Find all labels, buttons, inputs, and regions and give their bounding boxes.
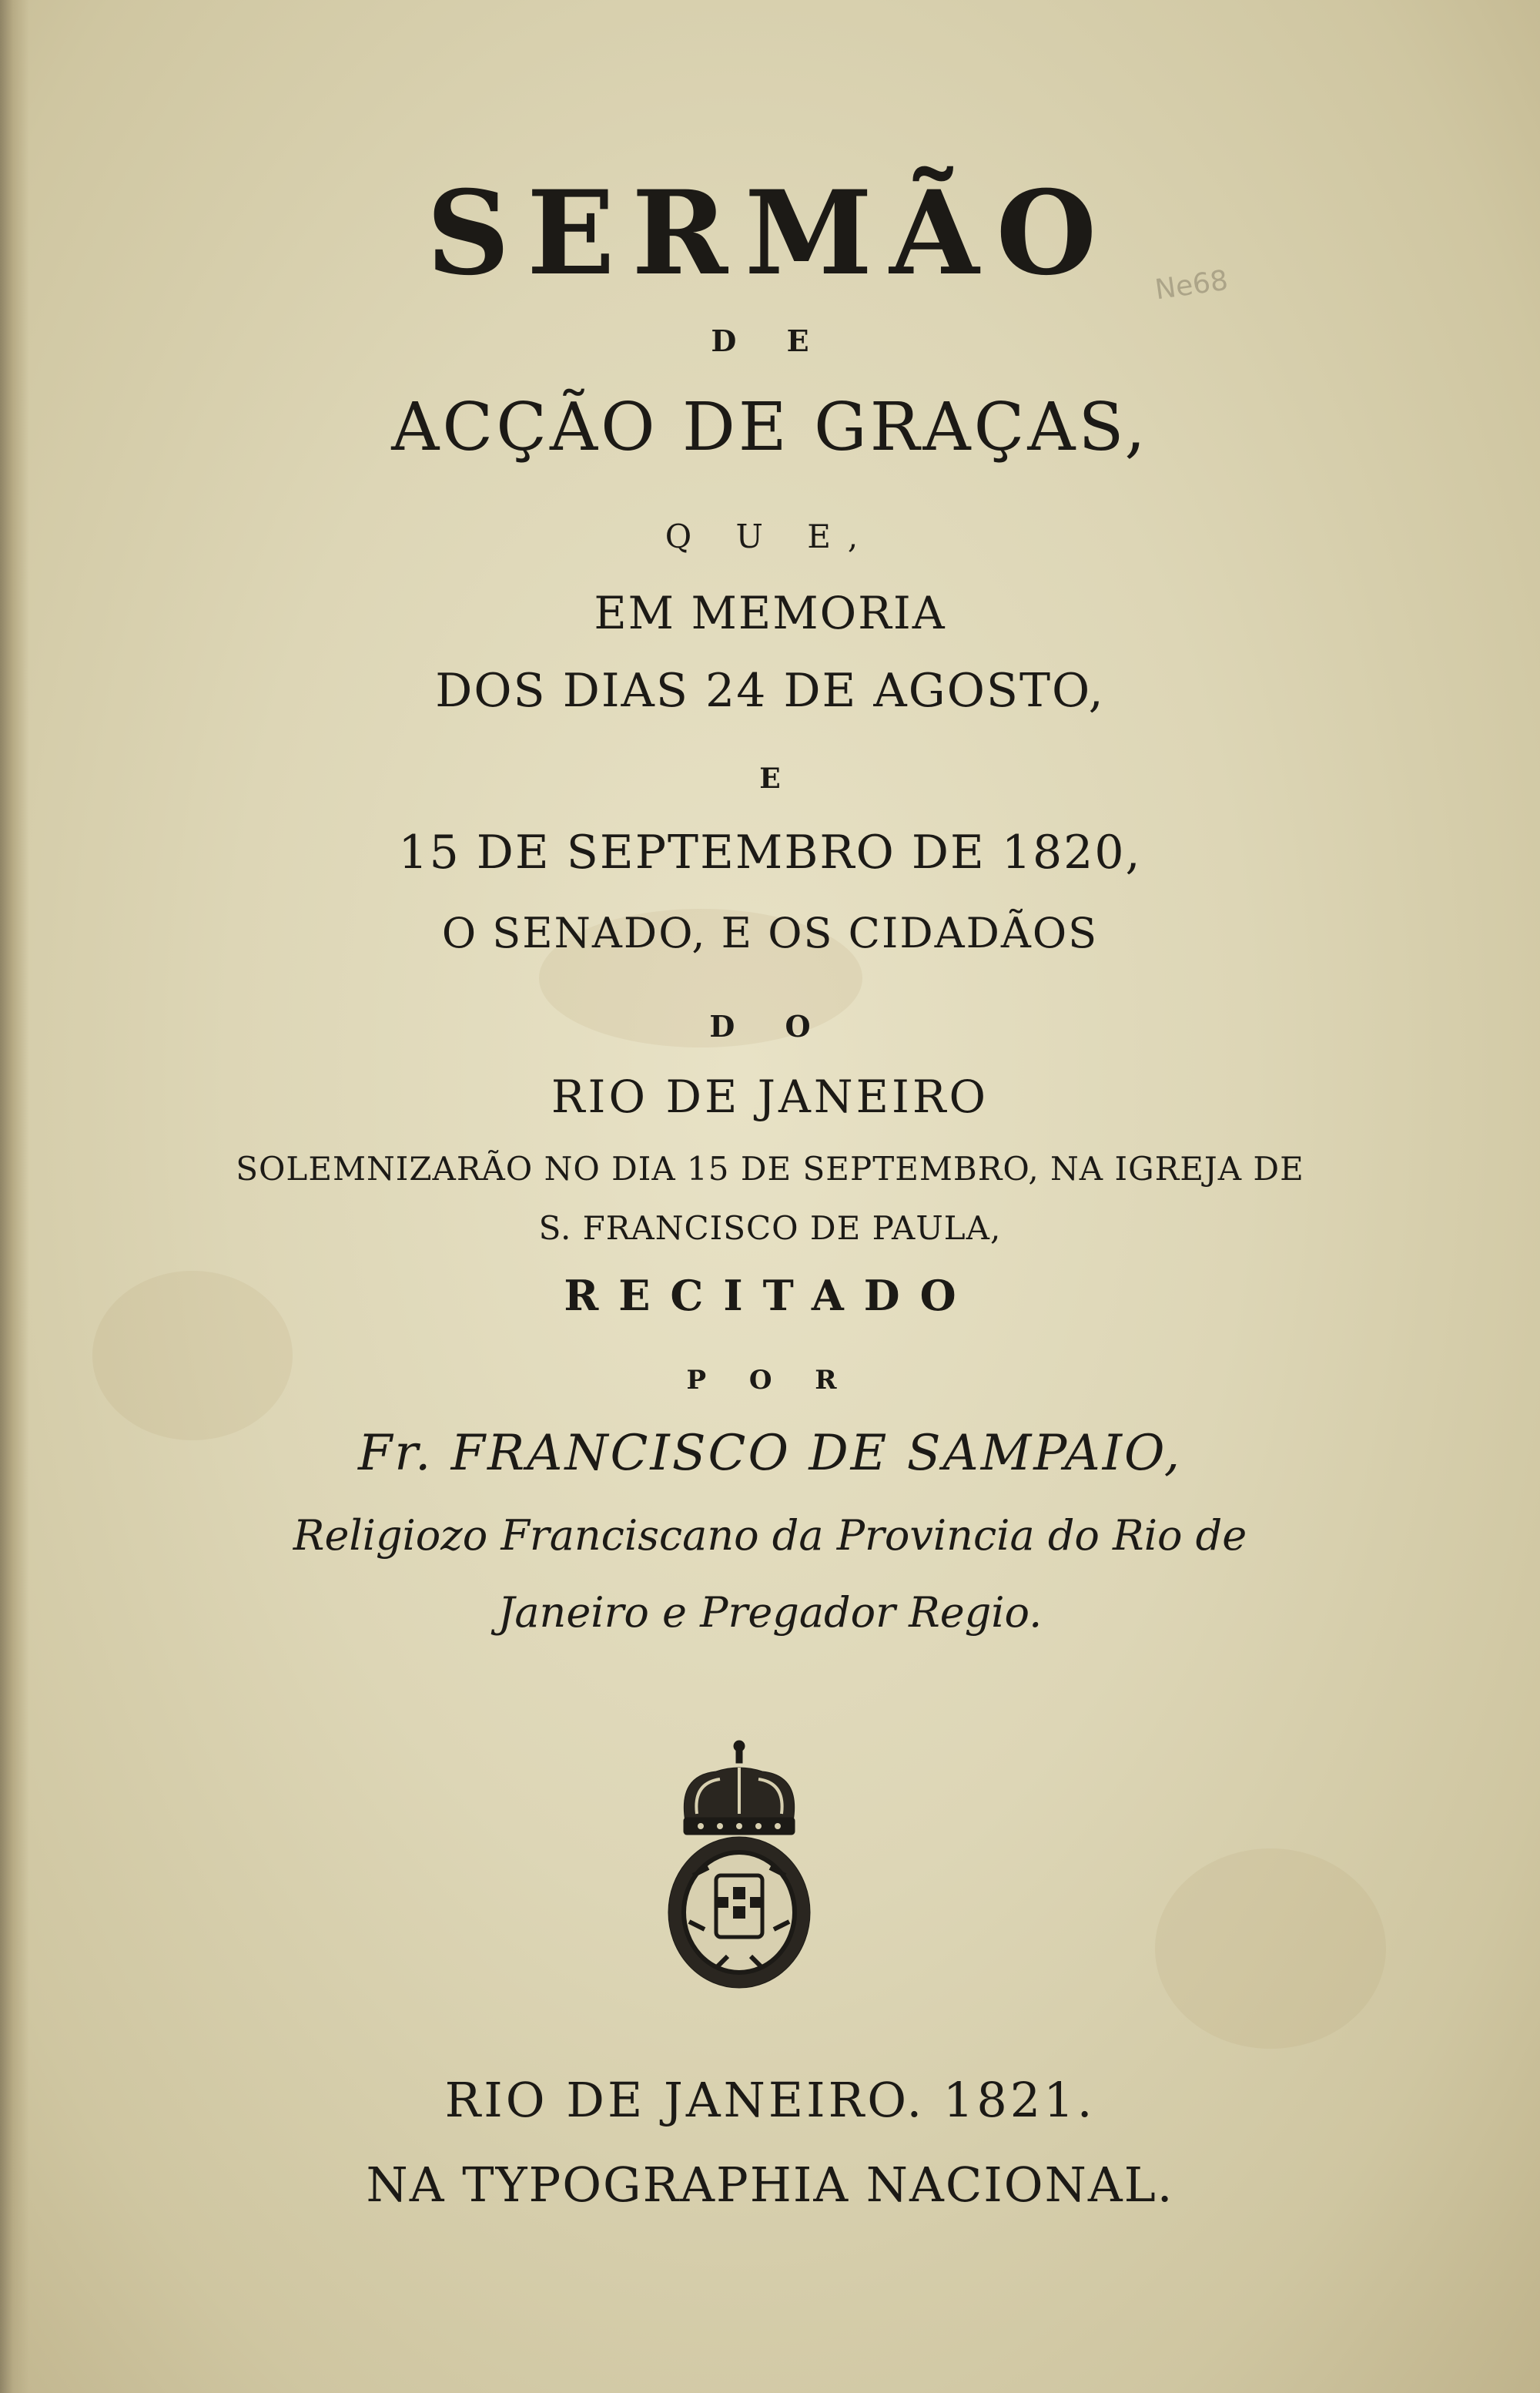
main-title: SERMÃO: [426, 166, 1114, 301]
author-description-1: Religiozo Franciscano da Provincia do Rio de: [293, 1511, 1247, 1560]
line-do: D O: [709, 1009, 831, 1044]
line-que: Q U E,: [665, 518, 875, 555]
line-em-memoria: EM MEMORIA: [594, 587, 946, 639]
line-por: P O R: [686, 1365, 854, 1396]
line-accao-de-gracas: ACÇÃO DE GRAÇAS,: [391, 389, 1149, 466]
line-s-francisco-de-paula: S. FRANCISCO DE PAULA,: [538, 1209, 1002, 1247]
paper-stain: [1155, 1848, 1386, 2049]
line-senado-cidadaos: O SENADO, E OS CIDADÃOS: [441, 909, 1099, 957]
margin-pencil-note: Ne68: [1153, 264, 1230, 307]
page-edge: [0, 0, 29, 2393]
royal-coat-of-arms-icon: [662, 1737, 816, 1991]
line-de: D E: [711, 323, 829, 358]
line-septembro-1820: 15 DE SEPTEMBRO DE 1820,: [398, 826, 1142, 880]
imprint-place-year: RIO DE JANEIRO. 1821.: [444, 2072, 1096, 2128]
line-rio-de-janeiro: RIO DE JANEIRO: [551, 1071, 989, 1123]
line-e: E: [759, 762, 781, 795]
line-solemnizarao: SOLEMNIZARÃO NO DIA 15 DE SEPTEMBRO, NA IGREJA DE: [236, 1150, 1304, 1188]
author-description-2: Janeiro e Pregador Regio.: [497, 1588, 1043, 1637]
line-dos-dias: DOS DIAS 24 DE AGOSTO,: [435, 664, 1105, 718]
imprint-printer: NA TYPOGRAPHIA NACIONAL.: [366, 2157, 1174, 2213]
line-recitado: RECITADO: [564, 1271, 976, 1320]
author-name: Fr. FRANCISCO DE SAMPAIO,: [357, 1425, 1183, 1482]
